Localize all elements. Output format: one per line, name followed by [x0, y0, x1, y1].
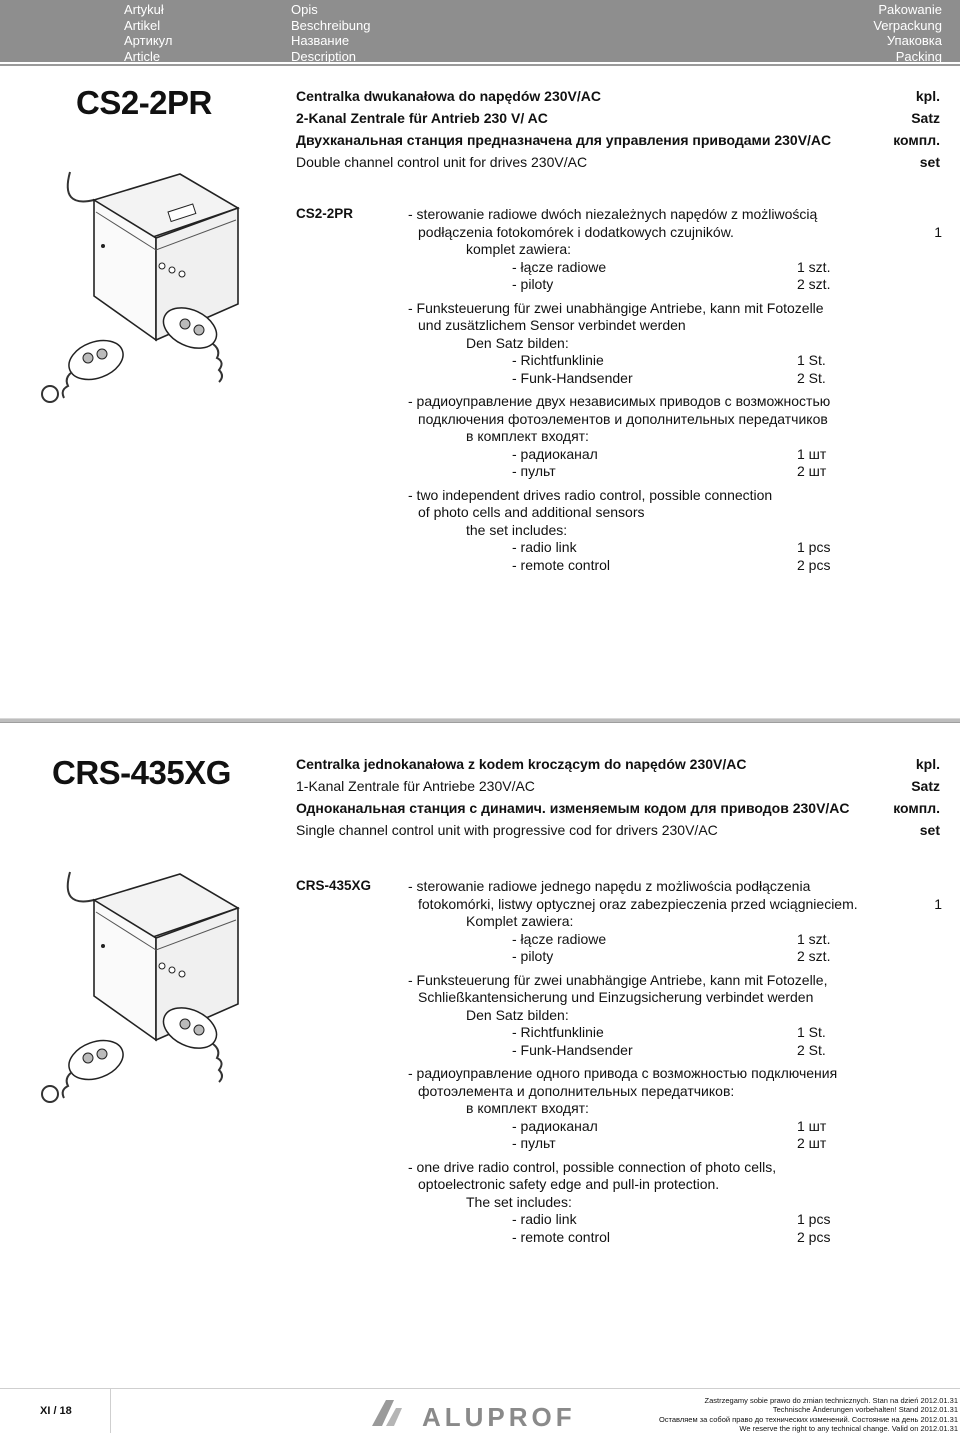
- header-packing-de: Verpackung: [873, 17, 942, 33]
- header-article-ru: Артикул: [124, 33, 173, 48]
- item-quantity: 1 pcs: [797, 539, 831, 555]
- header-article: [124, 2, 172, 64]
- item-quantity: 2 шт: [797, 1135, 827, 1151]
- description-line: - one drive radio control, possible connection of photo cells,: [408, 1158, 777, 1175]
- header-description-en: Description: [291, 48, 357, 64]
- description-line: - łącze radiowe: [512, 930, 607, 947]
- description-line: - piloty: [512, 948, 554, 964]
- item-quantity: 2 pcs: [797, 556, 831, 573]
- item-quantity: 1 St.: [797, 1024, 826, 1040]
- header-description-ru: Название: [291, 33, 350, 48]
- description-line: - piloty: [512, 276, 554, 292]
- product-title-de: 2-Kanal Zentrale für Antrieb 230 V/ AC: [296, 110, 548, 126]
- description-line: - Funk-Handsender: [512, 369, 633, 386]
- product-title-pl: Centralka dwukanałowa do napędów 230V/AC: [296, 88, 601, 104]
- control-unit-photo: [30, 868, 252, 1108]
- footer-notes: [659, 1396, 958, 1434]
- section-divider: [0, 718, 960, 723]
- description-line: optoelectronic safety edge and pull-in protection.: [418, 1176, 720, 1192]
- unit-en: set: [919, 822, 940, 838]
- description-line: - радиоуправление двух независимых приводов с возможностью: [408, 393, 831, 409]
- item-quantity: 2 St.: [797, 1041, 826, 1058]
- description-line: fotokomórki, listwy optycznej oraz zabezpieczenia przed wciągnieciem.: [418, 895, 858, 912]
- unit-de: Satz: [911, 778, 940, 794]
- product-title-ru: Одноканальная станция с динамич. изменяемым кодом для приводов 230V/AC: [296, 800, 850, 816]
- description-line: - two independent drives radio control, possible connection: [408, 486, 773, 503]
- description-line: Schließkantensicherung und Einzugsicherung verbindet werden: [418, 989, 814, 1005]
- footer-note-ru: Оставляем за собой право до технических изменений. Состояние на день 2012.01.31: [658, 1414, 958, 1424]
- header-rule: [0, 64, 960, 66]
- product-title-de: 1-Kanal Zentrale für Antriebe 230V/AC: [296, 778, 535, 794]
- description-line: подключения фотоэлементов и дополнительных передатчиков: [418, 410, 828, 427]
- description-line: в комплект входят:: [466, 428, 589, 444]
- description-line: Komplet zawiera:: [466, 913, 574, 929]
- footer-note-de: Technische Änderungen vorbehalten! Stand 2012.01.31: [772, 1405, 958, 1415]
- unit-pl: kpl.: [915, 756, 940, 772]
- header-packing-ru: Упаковка: [886, 33, 942, 48]
- description-line: - Funksteuerung für zwei unabhängige Antriebe, kann mit Fotozelle,: [408, 971, 828, 988]
- description-line: - sterowanie radiowe dwóch niezależnych napędów z możliwością: [408, 206, 818, 222]
- description-line: - пульт: [512, 1135, 556, 1151]
- description-line: - łącze radiowe: [512, 258, 607, 275]
- quantity: 1: [934, 224, 942, 240]
- footer-divider: [110, 1388, 111, 1433]
- product-code: CS2-2PR: [76, 84, 212, 121]
- header-packing-en: Packing: [895, 48, 942, 64]
- footer-rule: [0, 1388, 960, 1389]
- product-title-ru: Двухканальная станция предназначена для управления приводами 230V/AC: [296, 132, 832, 148]
- item-quantity: 2 szt.: [797, 948, 831, 964]
- item-quantity: 2 pcs: [797, 1228, 831, 1245]
- description-line: Den Satz bilden:: [466, 1006, 569, 1023]
- item-quantity: 1 pcs: [797, 1211, 831, 1227]
- footer-note-pl: Zastrzegamy sobie prawo do zmian technicznych. Stan na dzień 2012.01.31: [704, 1396, 958, 1405]
- description-line: und zusätzlichem Sensor verbindet werden: [418, 317, 686, 333]
- quantity: 1: [934, 896, 942, 912]
- unit-de: Satz: [911, 110, 940, 126]
- description-line: of photo cells and additional sensors: [418, 504, 645, 520]
- page-number: XI / 18: [40, 1405, 72, 1417]
- header-article-en: Article: [124, 48, 161, 64]
- control-unit-photo: [30, 168, 252, 408]
- table-header: [0, 0, 960, 62]
- item-quantity: 2 St.: [797, 369, 826, 386]
- description-line: - remote control: [512, 1228, 611, 1245]
- description-line: - Richtfunklinie: [512, 352, 604, 368]
- description-line: Den Satz bilden:: [466, 334, 569, 351]
- description-line: - remote control: [512, 556, 611, 573]
- unit-pl: kpl.: [915, 88, 940, 104]
- description-line: - radio link: [512, 539, 577, 555]
- unit-en: set: [919, 154, 940, 170]
- product-code: CRS-435XG: [52, 754, 231, 791]
- item-quantity: 1 шт: [797, 1117, 827, 1134]
- item-quantity: 2 szt.: [797, 276, 831, 292]
- product-title-en: Double channel control unit for drives 230V/AC: [296, 154, 588, 170]
- description-line: - Funksteuerung für zwei unabhängige Antriebe, kann mit Fotozelle: [408, 299, 824, 316]
- logo-text: ALUPROF: [422, 1402, 576, 1430]
- sub-code: CRS-435XG: [296, 878, 372, 893]
- description-line: the set includes:: [466, 521, 568, 538]
- product-title-en: Single channel control unit with progressive cod for drivers 230V/AC: [296, 822, 718, 838]
- product-title-pl: Centralka jednokanałowa z kodem kroczącym do napędów 230V/AC: [296, 756, 747, 772]
- description-line: фотоэлемента и дополнительных передатчиков:: [418, 1082, 735, 1099]
- description-line: - Richtfunklinie: [512, 1024, 604, 1040]
- item-quantity: 1 St.: [797, 352, 826, 368]
- description-line: komplet zawiera:: [466, 241, 572, 257]
- item-quantity: 1 шт: [797, 445, 827, 462]
- description-line: The set includes:: [466, 1193, 572, 1210]
- footer-note-en: We reserve the right to any technical change. Valid on 2012.01.31: [739, 1424, 958, 1434]
- header-description: [291, 2, 371, 64]
- description-line: - радиоканал: [512, 445, 598, 462]
- aluprof-logo: [368, 1396, 583, 1430]
- description-line: - radio link: [512, 1211, 577, 1227]
- description-line: в комплект входят:: [466, 1100, 589, 1116]
- header-article-de: Artikel: [124, 17, 161, 33]
- header-description-de: Beschreibung: [291, 17, 371, 33]
- description-line: podłączenia fotokomórek i dodatkowych czujników.: [418, 223, 734, 240]
- item-quantity: 2 шт: [797, 463, 827, 479]
- description-line: - sterowanie radiowe jednego napędu z możliwościa podłączenia: [408, 878, 811, 894]
- header-packing-pl: Pakowanie: [878, 2, 942, 17]
- item-quantity: 1 szt.: [797, 258, 831, 275]
- description-line: - радиоканал: [512, 1117, 598, 1134]
- description-line: - пульт: [512, 463, 556, 479]
- header-article-pl: Artykuł: [124, 2, 164, 17]
- unit-ru: компл.: [893, 132, 940, 148]
- header-description-pl: Opis: [291, 2, 318, 17]
- description-line: - радиоуправление одного привода с возможностью подключения: [408, 1065, 838, 1081]
- header-packing: [873, 2, 942, 64]
- description-line: - Funk-Handsender: [512, 1041, 633, 1058]
- sub-code: CS2-2PR: [296, 206, 354, 221]
- aluprof-logo-mark: [368, 1396, 583, 1430]
- item-quantity: 1 szt.: [797, 930, 831, 947]
- unit-ru: компл.: [893, 800, 940, 816]
